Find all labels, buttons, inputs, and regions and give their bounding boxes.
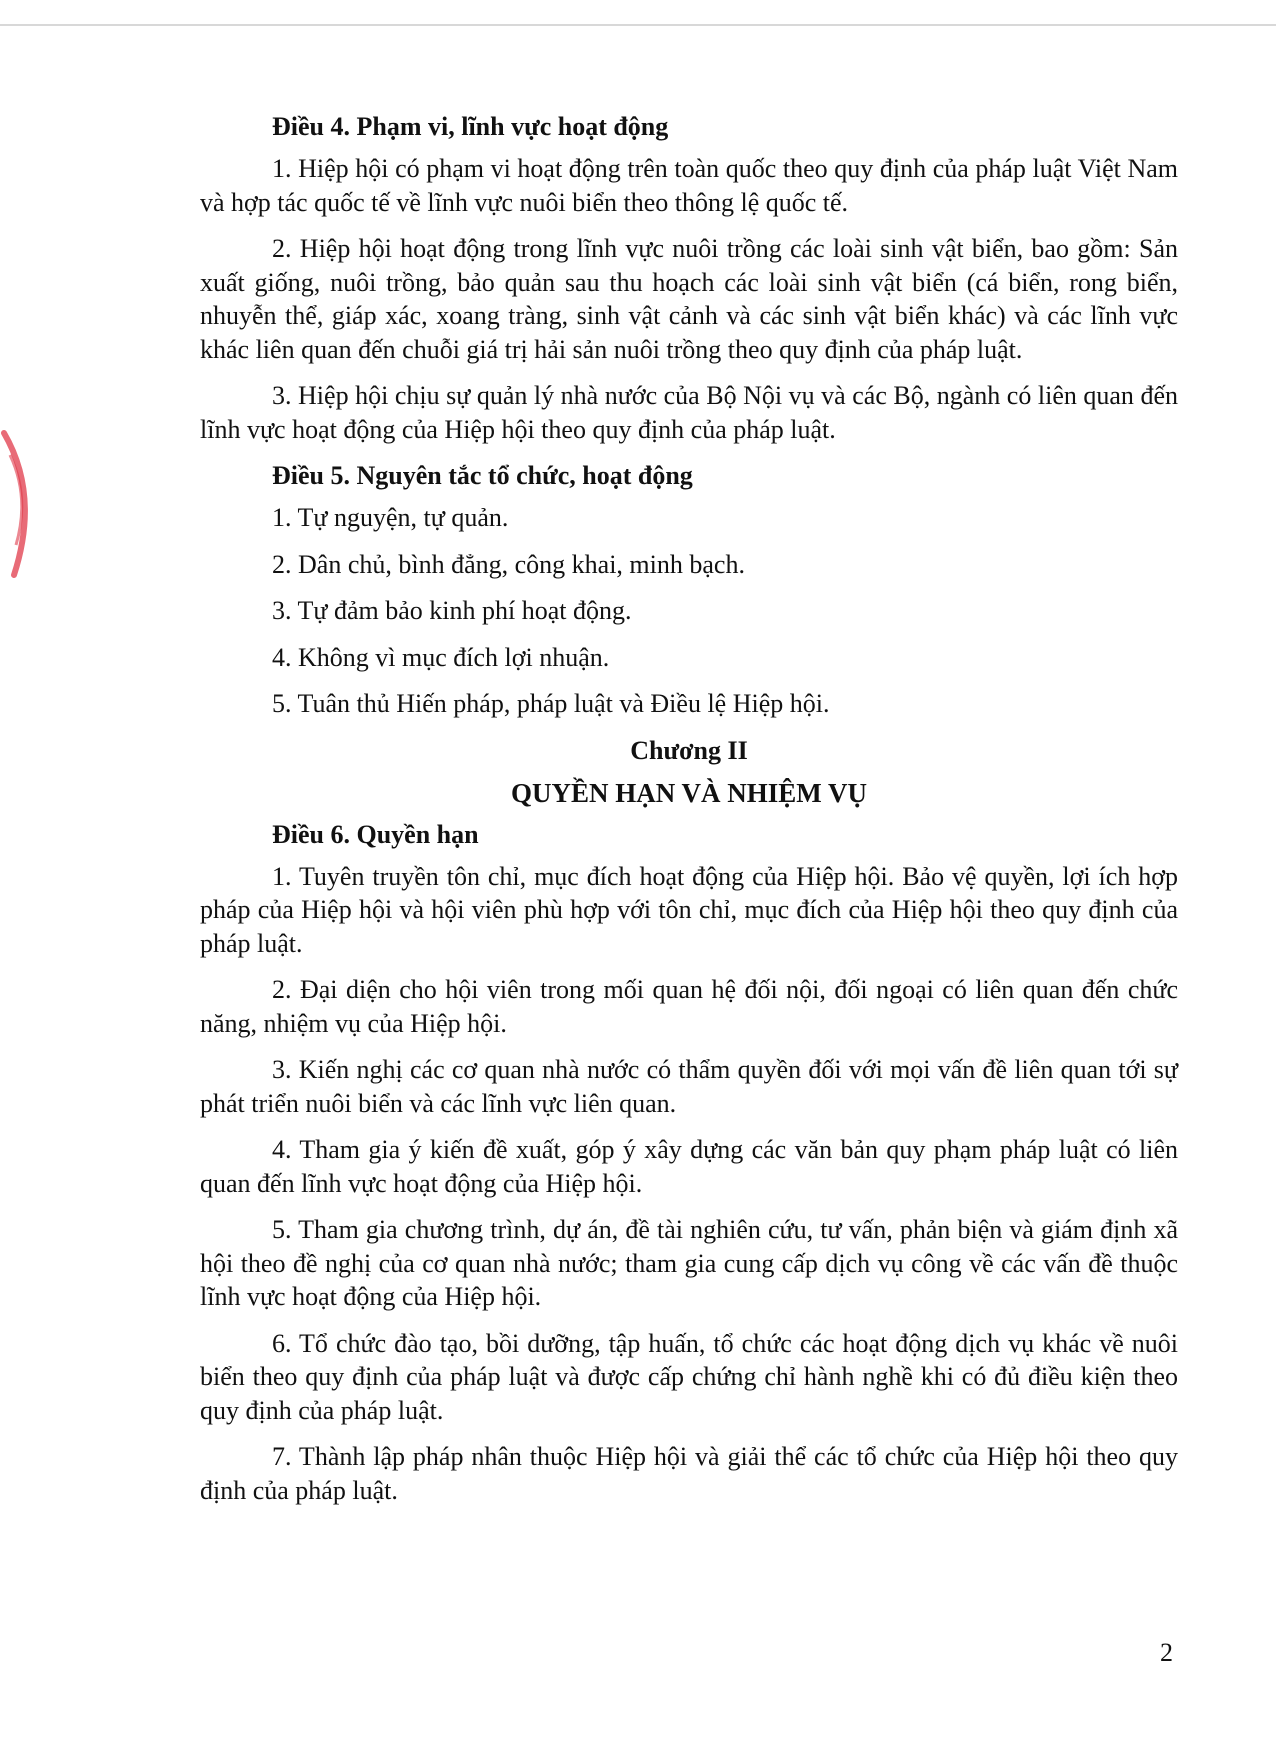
article-5-item-2: 2. Dân chủ, bình đẳng, công khai, minh bạch.: [272, 549, 745, 579]
page-number: 2: [1160, 1638, 1173, 1667]
chapter-label: Chương II: [630, 735, 748, 765]
article-5-item-5: 5. Tuân thủ Hiến pháp, pháp luật và Điều lệ Hiệp hội.: [272, 689, 830, 718]
article-4-title: Điều 4. Phạm vi, lĩnh vực hoạt động: [272, 112, 669, 141]
article-6-item-6: 6. Tổ chức đào tạo, bồi dưỡng, tập huấn, tổ chức các hoạt động dịch vụ khác về nuôi biển theo quy định của pháp luật và được cấp chứng chỉ hành nghề khi có đủ điều kiện theo quy định của pháp luật.: [200, 1328, 1178, 1425]
red-stamp-fragment: [0, 425, 44, 585]
article-6-item-4: 4. Tham gia ý kiến đề xuất, góp ý xây dựng các văn bản quy phạm pháp luật có liên quan đến lĩnh vực hoạt động của Hiệp hội.: [200, 1135, 1178, 1198]
article-6-title: Điều 6. Quyền hạn: [272, 819, 479, 849]
article-4-item-1: 1. Hiệp hội có phạm vi hoạt động trên toàn quốc theo quy định của pháp luật Việt Nam và hợp tác quốc tế về lĩnh vực nuôi biển theo thông lệ quốc tế.: [200, 154, 1178, 217]
article-5-item-3: 3. Tự đảm bảo kinh phí hoạt động.: [272, 596, 632, 625]
article-5-item-1: 1. Tự nguyện, tự quản.: [272, 503, 509, 532]
article-6-item-1: 1. Tuyên truyền tôn chỉ, mục đích hoạt động của Hiệp hội. Bảo vệ quyền, lợi ích hợp pháp của Hiệp hội và hội viên phù hợp với tôn chỉ, mục đích của Hiệp hội theo quy định của pháp luật.: [200, 861, 1178, 958]
document-body: [200, 110, 1178, 1520]
chapter-title: QUYỀN HẠN VÀ NHIỆM VỤ: [510, 777, 868, 808]
scan-edge-line: [0, 24, 1276, 26]
article-6-item-3: 3. Kiến nghị các cơ quan nhà nước có thẩm quyền đối với mọi vấn đề liên quan tới sự phát triển nuôi biển và các lĩnh vực liên quan.: [200, 1055, 1178, 1118]
article-6-item-2: 2. Đại diện cho hội viên trong mối quan hệ đối nội, đối ngoại có liên quan đến chức năng, nhiệm vụ của Hiệp hội.: [200, 975, 1178, 1038]
article-6-item-7: 7. Thành lập pháp nhân thuộc Hiệp hội và giải thể các tổ chức của Hiệp hội theo quy định của pháp luật.: [200, 1442, 1178, 1505]
article-5-item-4: 4. Không vì mục đích lợi nhuận.: [272, 642, 610, 672]
article-4-item-3: 3. Hiệp hội chịu sự quản lý nhà nước của Bộ Nội vụ và các Bộ, ngành có liên quan đến lĩnh vực hoạt động của Hiệp hội theo quy định của pháp luật.: [200, 381, 1178, 444]
article-4-item-2: 2. Hiệp hội hoạt động trong lĩnh vực nuôi trồng các loài sinh vật biển, bao gồm: Sản xuất giống, nuôi trồng, bảo quản sau thu hoạch các loài sinh vật biển (cá biển, rong biển, nhuyễn thể, giáp xác, xoang tràng, sinh vật cảnh và các sinh vật biển khác) và các lĩnh vực khác liên quan đến chuỗi giá trị hải sản nuôi trồng theo quy định của pháp luật.: [200, 234, 1178, 364]
article-6-item-5: 5. Tham gia chương trình, dự án, đề tài nghiên cứu, tư vấn, phản biện và giám định xã hội theo đề nghị của cơ quan nhà nước; tham gia cung cấp dịch vụ công về các vấn đề thuộc lĩnh vực hoạt động của Hiệp hội.: [200, 1215, 1178, 1311]
article-5-title: Điều 5. Nguyên tắc tổ chức, hoạt động: [272, 461, 693, 490]
